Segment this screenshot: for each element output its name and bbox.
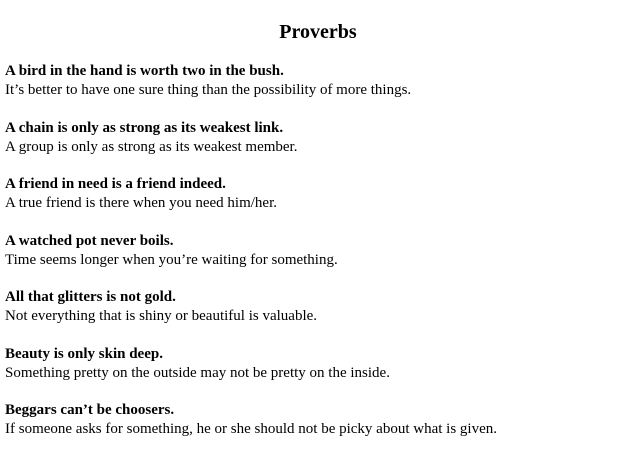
proverb-meaning: Something pretty on the outside may not be pretty on the inside.	[5, 364, 390, 381]
proverb-list	[5, 62, 630, 458]
proverb-item	[5, 288, 630, 345]
proverb-item	[5, 232, 630, 289]
proverb-item	[5, 175, 630, 232]
proverb-meaning: If someone asks for something, he or she should not be picky about what is given.	[5, 421, 497, 437]
proverb-item	[5, 62, 630, 119]
proverb-text: A watched pot never boils.	[5, 232, 174, 249]
proverb-text: Beggars can’t be choosers.	[5, 402, 175, 418]
proverb-meaning: It’s better to have one sure thing than the possibility of more things.	[5, 82, 412, 98]
proverb-text: A chain is only as strong as its weakest link.	[5, 119, 284, 136]
proverb-item	[5, 345, 630, 402]
proverb-item	[5, 401, 630, 458]
proverb-text: A bird in the hand is worth two in the bush.	[5, 63, 284, 79]
proverb-meaning: A group is only as strong as its weakest member.	[5, 138, 298, 155]
proverb-text: Beauty is only skin deep.	[5, 345, 163, 362]
proverb-meaning: A true friend is there when you need him/her.	[5, 195, 278, 211]
proverb-text: A friend in need is a friend indeed.	[5, 176, 226, 192]
proverb-meaning: Time seems longer when you’re waiting for something.	[5, 251, 338, 268]
proverb-item	[5, 119, 630, 176]
proverb-meaning: Not everything that is shiny or beautiful is valuable.	[5, 308, 318, 324]
page-title: Proverbs	[279, 21, 357, 43]
proverb-text: All that glitters is not gold.	[5, 289, 176, 305]
